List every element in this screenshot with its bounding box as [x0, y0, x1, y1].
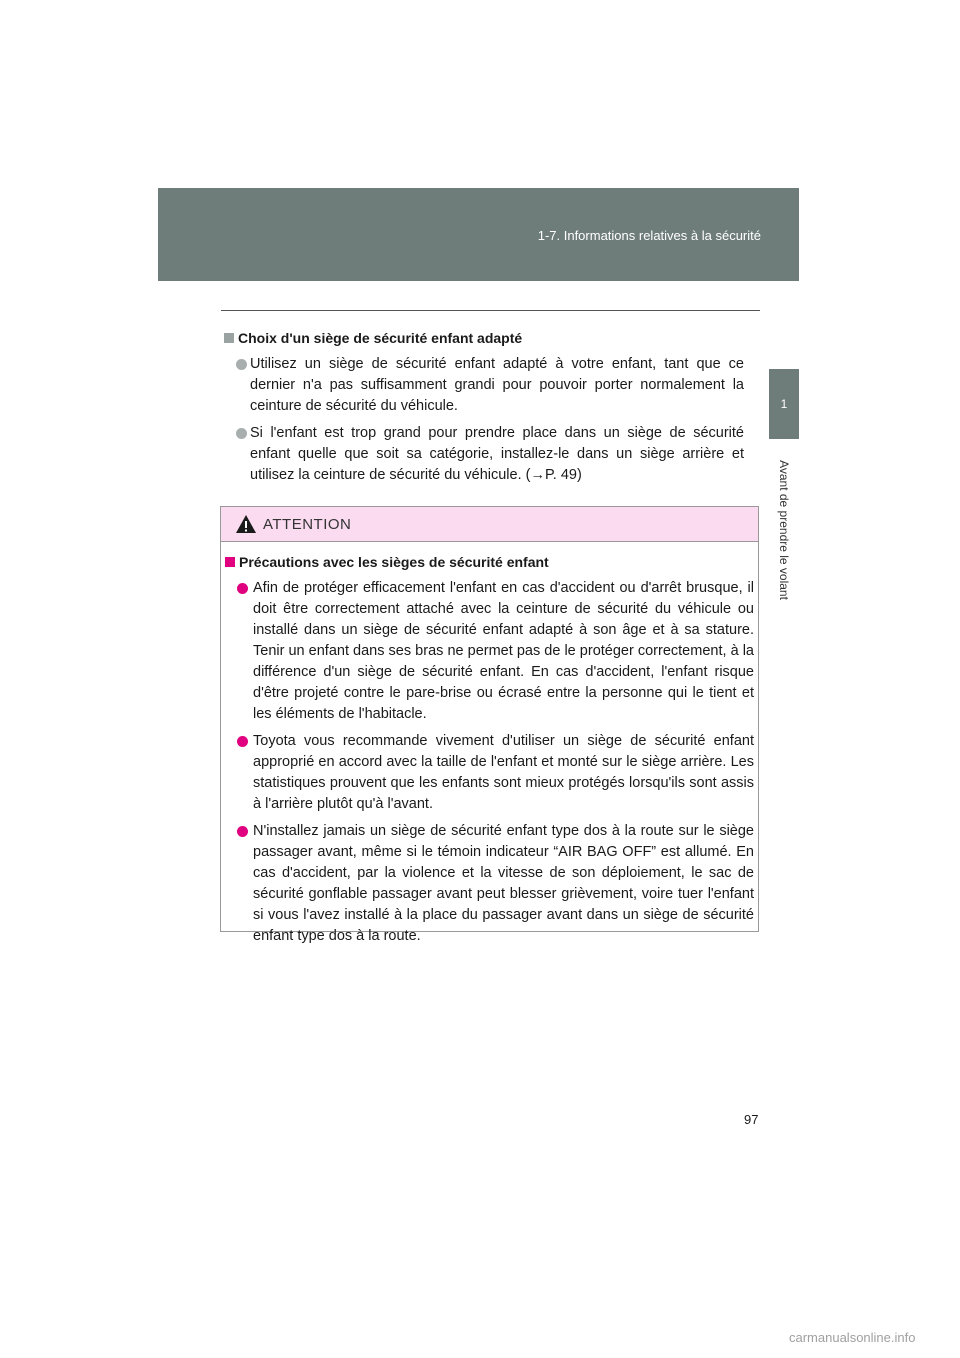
circle-bullet-icon [237, 736, 248, 747]
chapter-label-text: Avant de prendre le volant [777, 460, 791, 600]
section-divider [221, 310, 760, 311]
section-heading [224, 328, 744, 348]
list-item-text: N'installez jamais un siège de sécurité enfant type dos à la route sur le siège passager avant, même si le témoin indicateur “AIR BAG OFF” est allumé. En cas d'accident, par la violence et la vitesse de son déploiement, le sac de sécurité gonflable passager avant peut blesser grièvement, voire tuer l'enfant si vous l'avez installé à la place du passager avant dans un siège de sécurité enfant type dos à la route. [253, 823, 754, 944]
chapter-tab [769, 369, 799, 439]
list-item-text: Utilisez un siège de sécurité enfant adapté à votre enfant, tant que ce dernier n'a pas suffisamment grandi pour pouvoir porter normalement la ceinture de sécurité du véhicule. [250, 356, 744, 414]
attention-header [221, 507, 758, 542]
list-item [225, 578, 754, 725]
warning-triangle-icon [235, 514, 257, 534]
section-title: 1-7. Informations relatives à la sécurité [537, 228, 761, 243]
attention-heading-text: Précautions avec les sièges de sécurité enfant [239, 554, 549, 570]
list-item [224, 354, 744, 417]
attention-title: ATTENTION [263, 515, 352, 533]
page-number: 97 [744, 1112, 759, 1127]
attention-box [220, 506, 759, 944]
watermark: carmanualsonline.info [789, 1330, 916, 1345]
header-band [158, 188, 799, 281]
list-item [224, 423, 744, 486]
chapter-number: 1 [780, 397, 788, 411]
attention-body [221, 542, 758, 947]
list-item-text: Si l'enfant est trop grand pour prendre place dans un siège de sécurité enfant quelle que soit sa catégorie, installez-le dans un siège arrière et utilisez la ceinture de sécurité du véhicule. (→P. 49) [250, 425, 744, 483]
list-item-text: Toyota vous recommande vivement d'utiliser un siège de sécurité enfant approprié en accord avec la taille de l'enfant et monté sur le siège arrière. Les statistiques prouvent que les enfants sont mieux protégés lorsqu'ils sont assis à l'arrière plutôt qu'à l'avant. [253, 733, 754, 812]
circle-bullet-icon [237, 583, 248, 594]
circle-bullet-icon [236, 359, 247, 370]
list-item [225, 821, 754, 947]
circle-bullet-icon [237, 826, 248, 837]
square-bullet-icon [224, 333, 234, 343]
main-section [224, 328, 744, 492]
list-item-text: Afin de protéger efficacement l'enfant en cas d'accident ou d'arrêt brusque, il doit être correctement attaché avec la ceinture de sécurité du véhicule ou installé dans un siège de sécurité enfant adapté à son âge et à sa stature. Tenir un enfant dans ses bras ne permet pas de le protéger correctement, à la différence d'un siège de sécurité enfant. En cas d'accident, l'enfant risque d'être projeté contre le pare-brise ou écrasé entre la personne qui le tient et les éléments de l'habitacle. [253, 580, 754, 722]
square-bullet-icon [225, 557, 235, 567]
circle-bullet-icon [236, 428, 247, 439]
list-item [225, 731, 754, 815]
section-heading-text: Choix d'un siège de sécurité enfant adapté [238, 330, 523, 346]
attention-heading [225, 552, 754, 572]
